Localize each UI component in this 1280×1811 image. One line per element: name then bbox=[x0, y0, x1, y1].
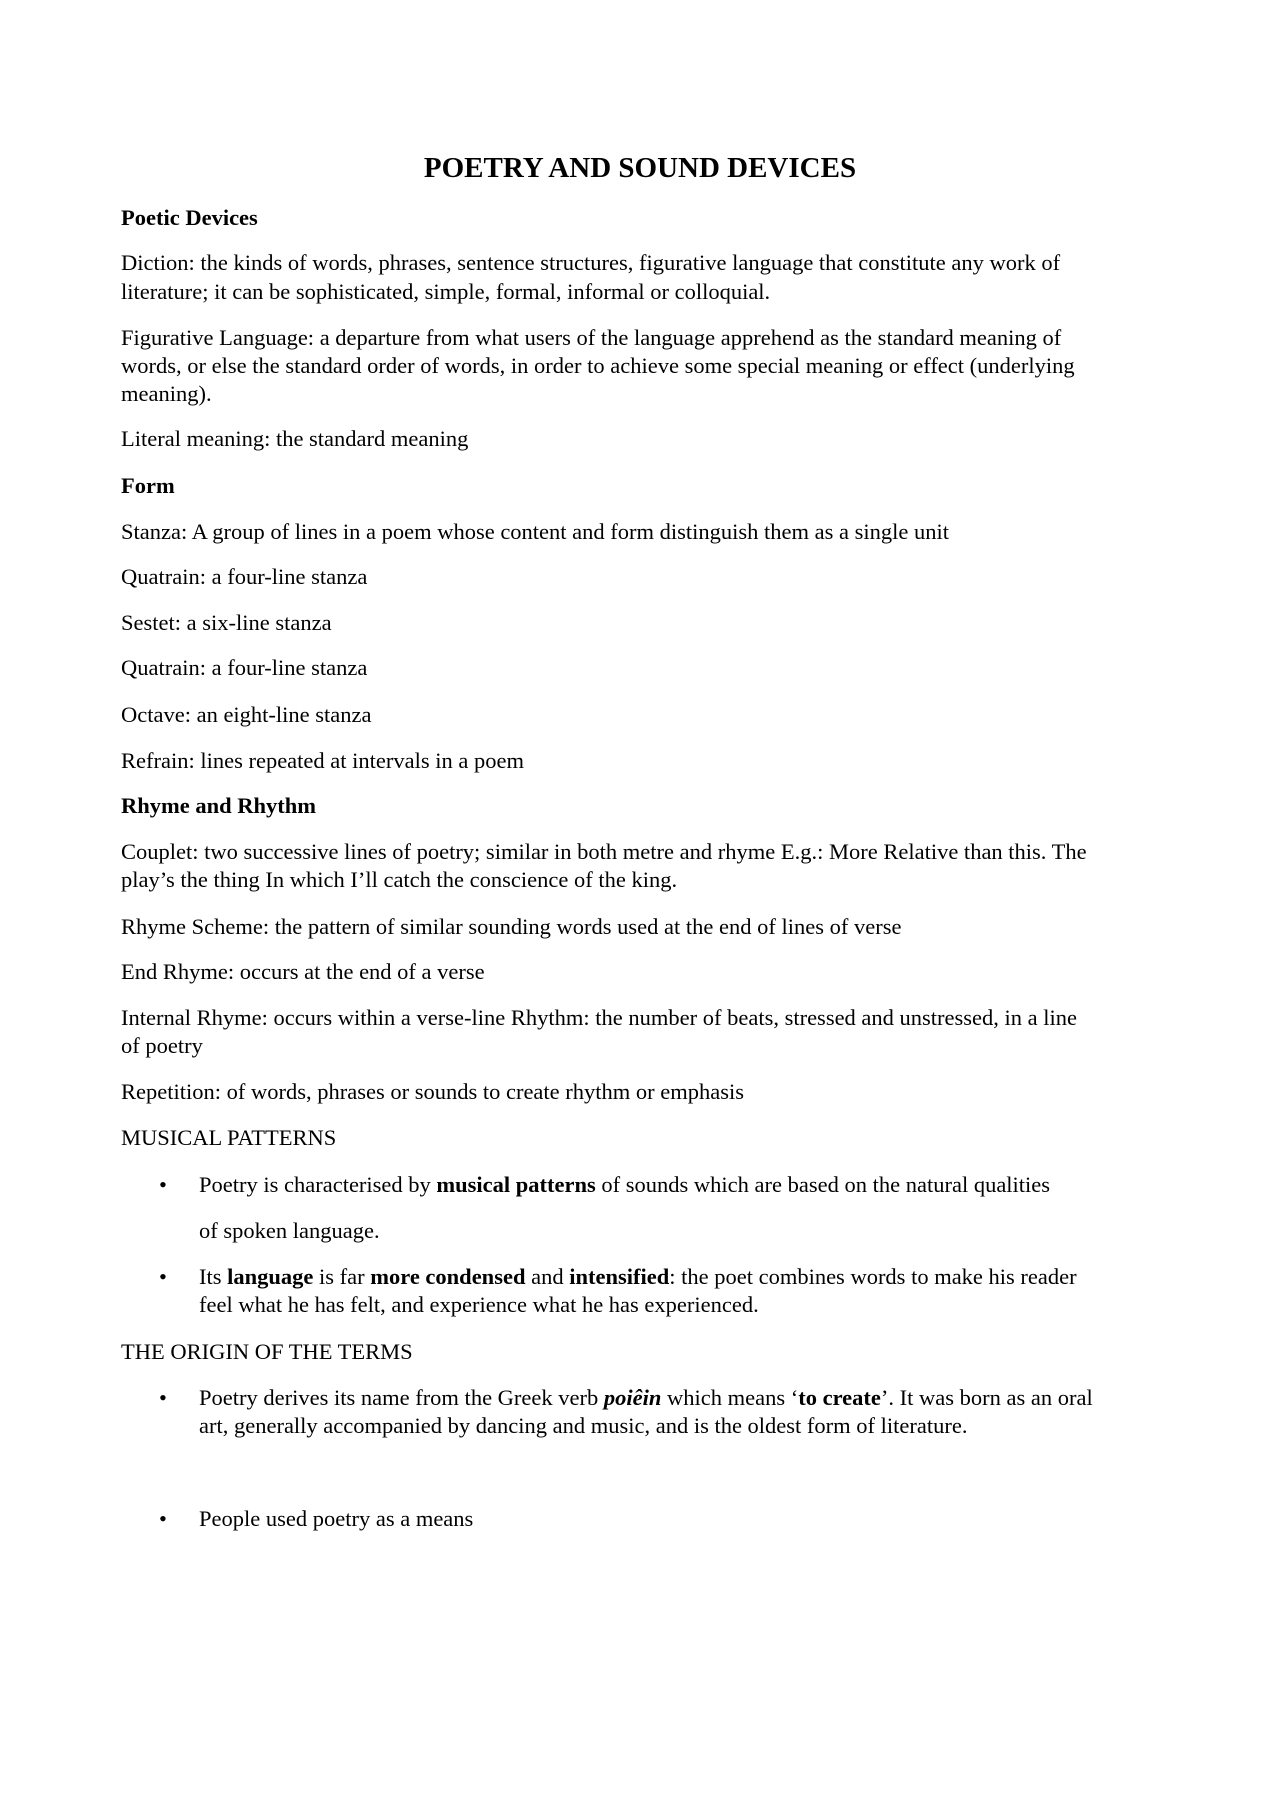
bullet-text: Poetry is characterised by bbox=[199, 1172, 437, 1197]
bold-term-to-create: to create bbox=[798, 1385, 881, 1410]
paragraph-end-rhyme: End Rhyme: occurs at the end of a verse bbox=[121, 959, 485, 984]
paragraph-internal-rhyme-line2: of poetry bbox=[121, 1033, 203, 1058]
greek-word-poiein: poiêin bbox=[603, 1385, 662, 1410]
paragraph-quatrain: Quatrain: a four-line stanza bbox=[121, 564, 368, 589]
paragraph-literal-meaning: Literal meaning: the standard meaning bbox=[121, 426, 469, 451]
heading-origin-of-terms: THE ORIGIN OF THE TERMS bbox=[121, 1339, 413, 1364]
bullet-text: which means ‘ bbox=[661, 1385, 799, 1410]
bullet-marker: • bbox=[159, 1506, 167, 1531]
paragraph-rhyme-scheme: Rhyme Scheme: the pattern of similar sounding words used at the end of lines of verse bbox=[121, 914, 902, 939]
paragraph-figurative-language: Figurative Language: a departure from what users of the language apprehend as the standard meaning of bbox=[121, 325, 1062, 350]
bullet-condensed-language bbox=[199, 1263, 1150, 1291]
bullet-condensed-language-line2: feel what he has felt, and experience what he has experienced. bbox=[199, 1292, 759, 1317]
heading-form: Form bbox=[121, 473, 175, 498]
bullet-marker: • bbox=[159, 1172, 167, 1197]
bold-term-intensified: intensified bbox=[569, 1264, 670, 1289]
bullet-marker: • bbox=[159, 1385, 167, 1410]
bullet-text: of sounds which are based on the natural qualities bbox=[595, 1172, 1051, 1197]
bullet-text: Poetry derives its name from the Greek verb bbox=[199, 1385, 604, 1410]
paragraph-figurative-language-line2: words, or else the standard order of words, in order to achieve some special meaning or effect (underlying bbox=[121, 353, 1075, 378]
bullet-poetry-origin bbox=[199, 1384, 1150, 1412]
paragraph-sestet: Sestet: a six-line stanza bbox=[121, 610, 332, 635]
paragraph-diction-line2: literature; it can be sophisticated, simple, formal, informal or colloquial. bbox=[121, 279, 771, 304]
bold-term-language: language bbox=[227, 1264, 314, 1289]
heading-musical-patterns: MUSICAL PATTERNS bbox=[121, 1125, 337, 1150]
bullet-text: Its bbox=[199, 1264, 228, 1289]
bold-term-more-condensed: more condensed bbox=[370, 1264, 526, 1289]
page-title: POETRY AND SOUND DEVICES bbox=[423, 152, 857, 184]
paragraph-stanza: Stanza: A group of lines in a poem whose content and form distinguish them as a single unit bbox=[121, 519, 949, 544]
paragraph-octave: Octave: an eight-line stanza bbox=[121, 702, 372, 727]
paragraph-internal-rhyme: Internal Rhyme: occurs within a verse-line Rhythm: the number of beats, stressed and unstressed, in a line bbox=[121, 1005, 1078, 1030]
bullet-text: : the poet combines words to make his reader bbox=[669, 1264, 1077, 1289]
paragraph-diction: Diction: the kinds of words, phrases, sentence structures, figurative language that constitute any work of bbox=[121, 250, 1061, 275]
heading-poetic-devices: Poetic Devices bbox=[121, 205, 258, 230]
bold-term-musical-patterns: musical patterns bbox=[436, 1172, 596, 1197]
bullet-marker: • bbox=[159, 1264, 167, 1289]
bullet-musical-patterns bbox=[199, 1171, 1150, 1199]
bullet-musical-patterns-line2: of spoken language. bbox=[199, 1218, 380, 1243]
bullet-poetry-origin-line2: art, generally accompanied by dancing and music, and is the oldest form of literature. bbox=[199, 1413, 968, 1438]
bullet-text: is far bbox=[313, 1264, 371, 1289]
bullet-poetry-as-means: People used poetry as a means bbox=[199, 1506, 474, 1531]
paragraph-figurative-language-line3: meaning). bbox=[121, 381, 212, 406]
paragraph-repetition: Repetition: of words, phrases or sounds to create rhythm or emphasis bbox=[121, 1079, 745, 1104]
bullet-text: ’. It was born as an oral bbox=[880, 1385, 1093, 1410]
paragraph-couplet: Couplet: two successive lines of poetry; similar in both metre and rhyme E.g.: More Relative than this. The bbox=[121, 839, 1087, 864]
heading-rhyme-and-rhythm: Rhyme and Rhythm bbox=[121, 793, 317, 818]
paragraph-refrain: Refrain: lines repeated at intervals in a poem bbox=[121, 748, 524, 773]
paragraph-quatrain-repeat: Quatrain: a four-line stanza bbox=[121, 655, 368, 680]
bullet-text: and bbox=[525, 1264, 570, 1289]
paragraph-couplet-line2: play’s the thing In which I’ll catch the conscience of the king. bbox=[121, 867, 678, 892]
